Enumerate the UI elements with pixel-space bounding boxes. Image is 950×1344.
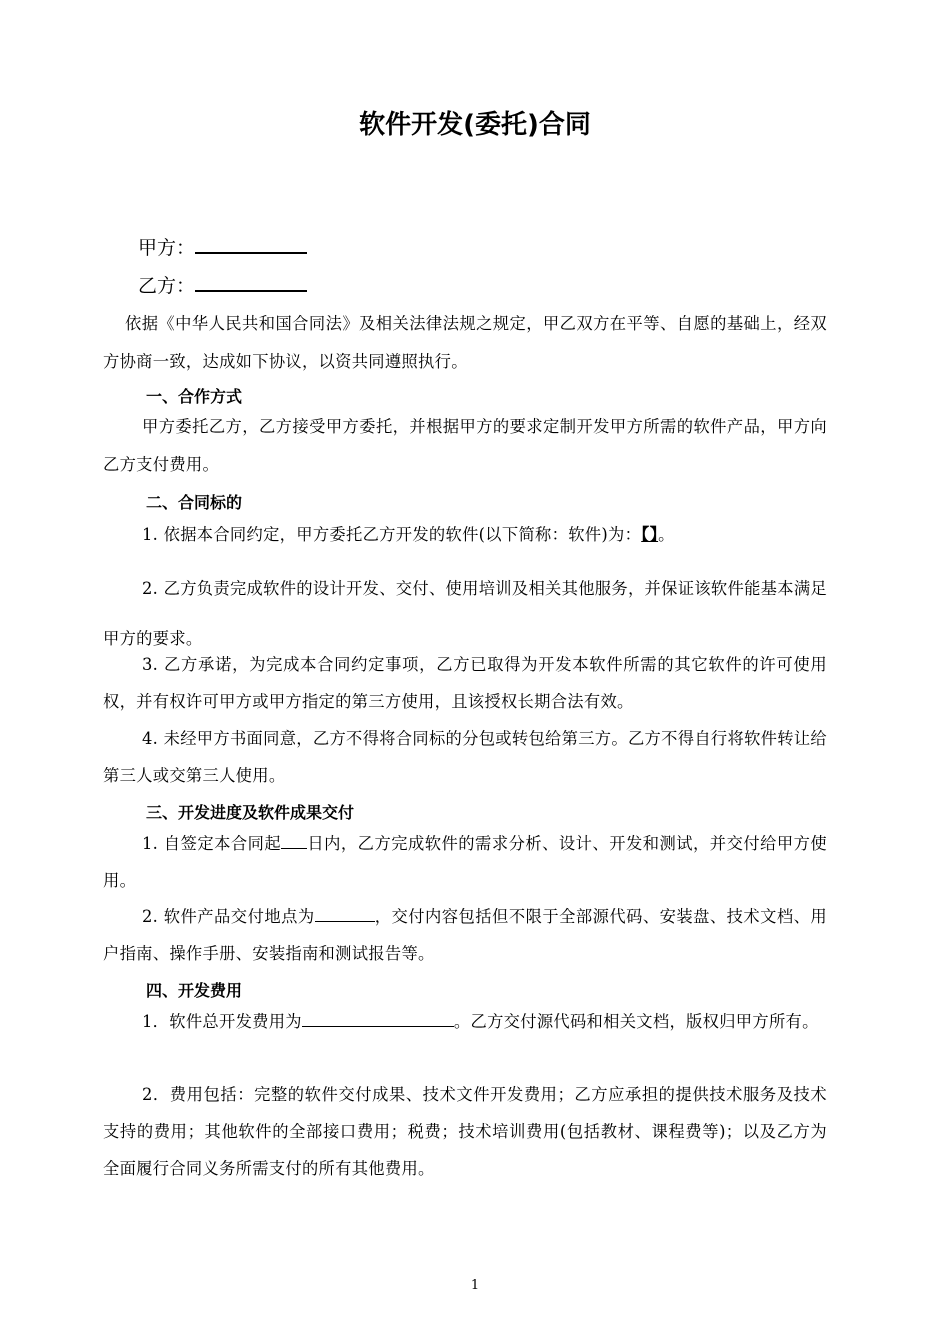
section-2-item-1-end: 。	[658, 525, 675, 544]
party-b-blank[interactable]	[195, 274, 307, 292]
section-3-item-2-rest: ，交付内容包括但不限于全部源代码、安装盘、技术文档、用户指南、操作手册、安装指南和测试报告等。	[103, 907, 827, 963]
document-title: 软件开发(委托)合同	[359, 110, 591, 140]
section-4-item-1-rest: 。乙方交付源代码和相关文档，版权归甲方所有。	[453, 1012, 819, 1031]
section-1-heading: 一、合作方式	[146, 387, 243, 406]
party-a-blank[interactable]	[195, 236, 307, 254]
section-3-item-1	[103, 825, 827, 899]
section-4-item-2: 2．费用包括：完整的软件交付成果、技术文件开发费用；乙方应承担的提供技术服务及技术支持的费用；其他软件的全部接口费用；税费；技术培训费用(包括教材、课程费等)；以及乙方为全面履行合同义务所需支付的所有其他费用。	[103, 1085, 827, 1178]
section-2-item-1	[103, 516, 827, 554]
section-2-item-3: 3. 乙方承诺，为完成本合同约定事项，乙方已取得为开发本软件所需的其它软件的许可使用权，并有权许可甲方或甲方指定的第三方使用，且该授权长期合法有效。	[103, 655, 827, 711]
section-2-heading: 二、合同标的	[146, 493, 243, 512]
section-3-item-2	[103, 898, 827, 972]
party-b-line	[138, 271, 307, 298]
section-4-heading: 四、开发费用	[146, 981, 243, 1000]
section-4-item-1	[103, 1003, 827, 1040]
section-4-item-1-text: 1．软件总开发费用为	[142, 1012, 302, 1031]
page-number: 1	[470, 1278, 480, 1293]
section-2-item-2: 2. 乙方负责完成软件的设计开发、交付、使用培训及相关其他服务，并保证该软件能基本满足甲方的要求。	[103, 579, 827, 648]
section-3-item-1-rest: 日内，乙方完成软件的需求分析、设计、开发和测试，并交付给甲方使用。	[103, 834, 827, 890]
software-name-placeholder: 【】	[641, 525, 659, 544]
party-a-line	[138, 233, 307, 260]
section-1-paragraph: 甲方委托乙方，乙方接受甲方委托，并根据甲方的要求定制开发甲方所需的软件产品，甲方向乙方支付费用。	[103, 417, 827, 474]
section-3-heading: 三、开发进度及软件成果交付	[146, 803, 355, 822]
section-3-item-1-text: 1. 自签定本合同起	[142, 834, 282, 853]
preamble-paragraph: 依据《中华人民共和国合同法》及相关法律法规之规定，甲乙双方在平等、自愿的基础上，经双方协商一致，达成如下协议，以资共同遵照执行。	[103, 314, 827, 371]
party-b-label: 乙方：	[138, 275, 196, 297]
party-a-label: 甲方：	[138, 237, 196, 259]
section-2-item-1-text: 1. 依据本合同约定，甲方委托乙方开发的软件(以下简称：软件)为：	[142, 525, 642, 544]
delivery-location-blank[interactable]	[315, 905, 375, 922]
days-blank[interactable]	[281, 832, 307, 849]
total-fee-blank[interactable]	[302, 1010, 454, 1027]
section-2-item-4: 4. 未经甲方书面同意，乙方不得将合同标的分包或转包给第三方。乙方不得自行将软件转让给第三人或交第三人使用。	[103, 729, 827, 785]
section-3-item-2-text: 2. 软件产品交付地点为	[142, 907, 315, 926]
